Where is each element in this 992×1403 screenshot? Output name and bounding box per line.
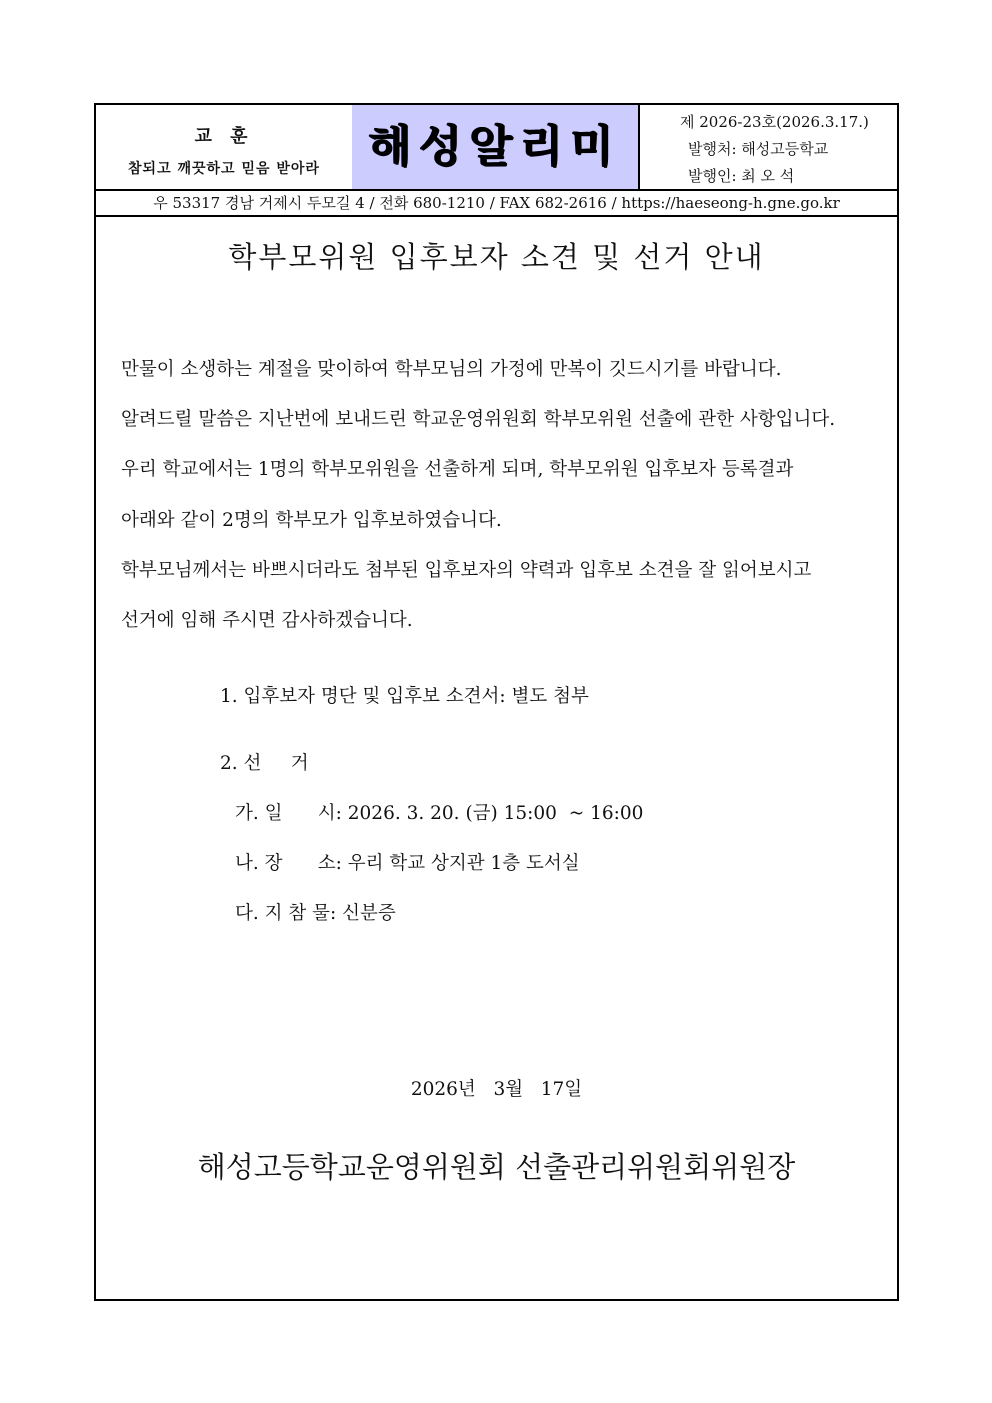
newsletter-frame: [94, 103, 899, 1301]
election-datetime: 가. 일 시: 2026. 3. 20. (금) 15:00 ~ 16:00: [235, 803, 644, 824]
issue-number: 제 2026-23호(2026.3.17.): [680, 113, 869, 131]
school-motto: [96, 105, 354, 189]
newsletter-logo: [352, 105, 640, 189]
body-line: 우리 학교에서는 1명의 학부모위원을 선출하게 되며, 학부모위원 입후보자 등록결과: [121, 459, 794, 480]
motto-title: 교 훈: [194, 126, 254, 147]
document-title: 학부모위원 입후보자 소견 및 선거 안내: [228, 240, 765, 274]
header: [96, 105, 897, 191]
address-line: 우 53317 경남 거제시 두모길 4 / 전화 680-1210 / FAX 682-2616 / https://haeseong-h.gne.go.kr: [96, 191, 897, 217]
election-items-to-bring: 다. 지 참 물: 신분증: [235, 903, 396, 924]
issue-info: [640, 105, 897, 189]
document-date: 2026년 3월 17일: [410, 1079, 583, 1100]
item-candidates: 1. 입후보자 명단 및 입후보 소견서: 별도 첨부: [220, 686, 589, 707]
signature: 해성고등학교운영위원회 선출관리위원회위원장: [197, 1150, 796, 1184]
body-line: 알려드릴 말씀은 지난번에 보내드린 학교운영위원회 학부모위원 선출에 관한 사항입니다.: [121, 409, 836, 430]
body-line: 만물이 소생하는 계절을 맞이하여 학부모님의 가정에 만복이 깃드시기를 바랍니다.: [121, 359, 782, 380]
motto-text: 참되고 깨끗하고 믿음 받아라: [128, 161, 320, 177]
newsletter-name: 해성알리미: [368, 121, 622, 172]
body-line: 선거에 임해 주시면 감사하겠습니다.: [121, 610, 413, 631]
issuer: 발행인: 최 오 석: [688, 167, 795, 185]
body-line: 아래와 같이 2명의 학부모가 입후보하였습니다.: [121, 510, 502, 531]
election-place: 나. 장 소: 우리 학교 상지관 1층 도서실: [235, 853, 580, 874]
publisher: 발행처: 해성고등학교: [688, 140, 829, 158]
item-election: 2. 선 거: [220, 753, 309, 774]
body-line: 학부모님께서는 바쁘시더라도 첨부된 입후보자의 약력과 입후보 소견을 잘 읽어보시고: [121, 560, 812, 581]
